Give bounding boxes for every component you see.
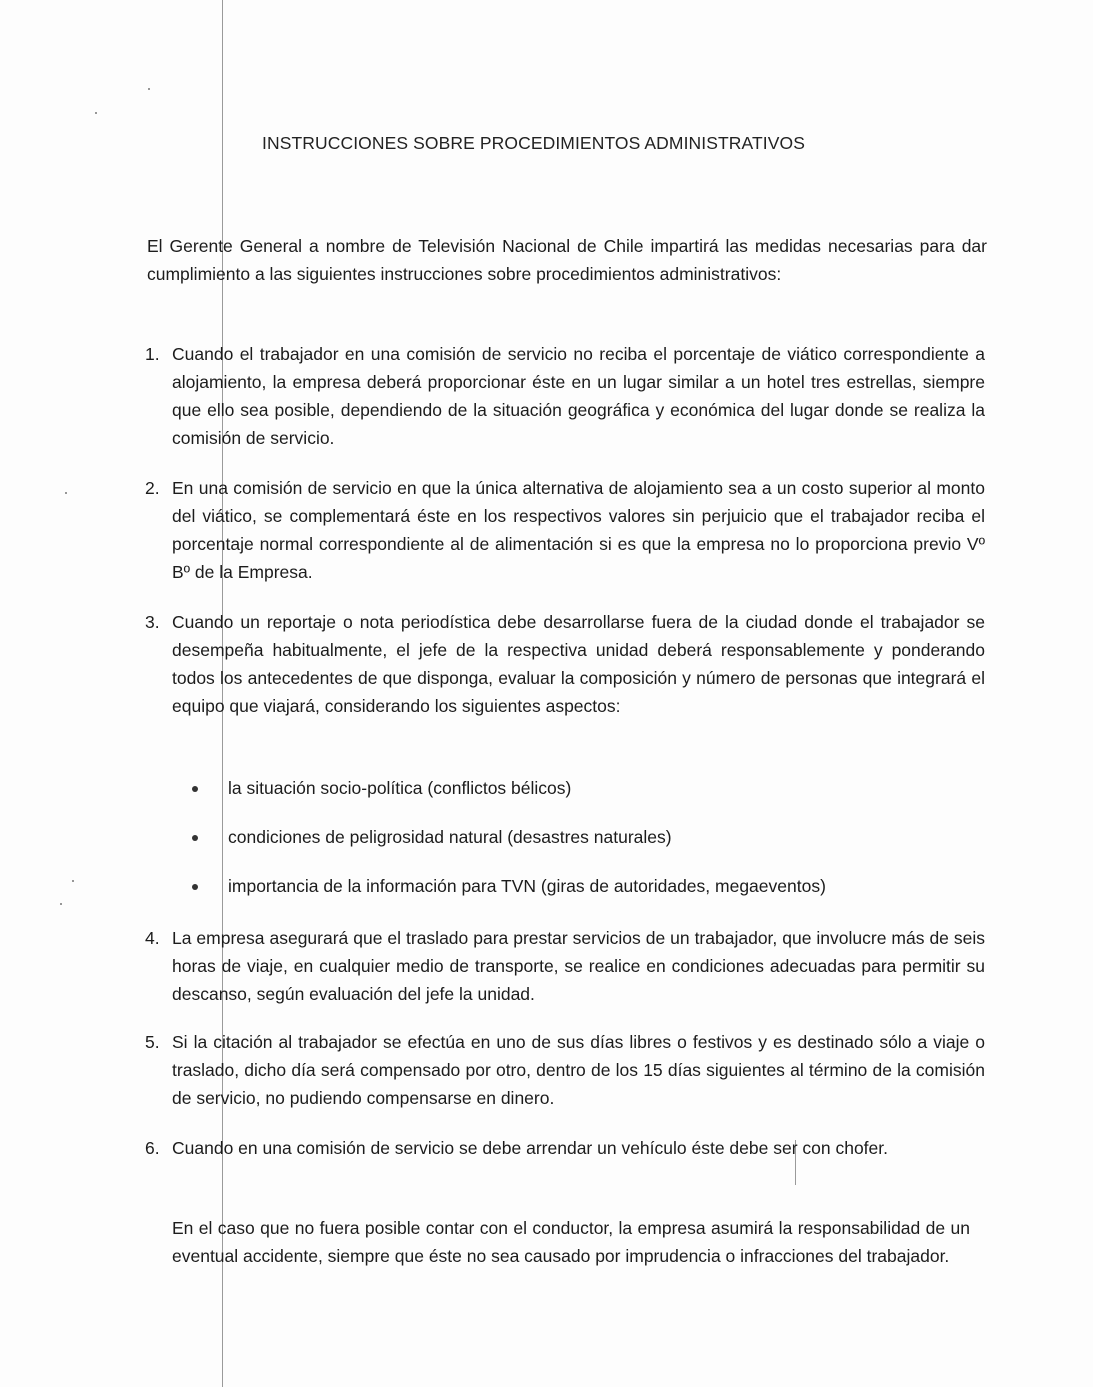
list-item-2 [145,474,985,586]
bullet-text: la situación socio-política (conflictos bélicos) [228,778,572,798]
document-title: INSTRUCCIONES SOBRE PROCEDIMIENTOS ADMINISTRATIVOS [262,133,806,153]
list-item-number: 6. [145,1138,160,1158]
list-item-text: La empresa asegurará que el traslado para prestar servicios de un trabajador, que involucre más de seis horas de viaje, en cualquier medio de transporte, se realice en condiciones adecuadas para permitir su descanso, según evaluación del jefe la unidad. [172,928,985,1004]
list-item-6 [145,1134,985,1162]
list-item-3 [145,608,985,720]
scan-speck [148,88,150,90]
bullet-item [192,774,972,802]
bullet-icon [192,884,198,890]
list-item-number: 1. [145,344,160,364]
list-item-text: Cuando un reportaje o nota periodística debe desarrollarse fuera de la ciudad donde el trabajador se desempeña habitualmente, el jefe de la respectiva unidad deberá responsablemente y ponderando todos los antecedentes de que disponga, evaluar la composición y número de personas que integrará el equipo que viajará, considerando los siguientes aspectos: [172,612,985,716]
list-item-4 [145,924,985,1008]
bullet-item [192,823,972,851]
bullet-icon [192,835,198,841]
list-item-number: 2. [145,478,160,498]
scan-speck [65,492,67,494]
bullet-text: importancia de la información para TVN (giras de autoridades, megaeventos) [228,876,826,896]
list-item-text: Cuando el trabajador en una comisión de servicio no reciba el porcentaje de viático correspondiente a alojamiento, la empresa deberá proporcionar éste en un lugar similar a un hotel tres estrellas, siempre que ello sea posible, dependiendo de la situación geográfica y económica del lugar donde se realiza la comisión de servicio. [172,344,985,448]
bullet-icon [192,786,198,792]
list-item-text: Cuando en una comisión de servicio se debe arrendar un vehículo éste debe ser con chofer. [172,1138,889,1158]
list-item-text: En una comisión de servicio en que la única alternativa de alojamiento sea a un costo superior al monto del viático, se complementará éste en los respectivos valores sin perjuicio que el trabajador reciba el porcentaje normal correspondiente al de alimentación si es que la empresa no lo proporciona previo Vº Bº de la Empresa. [172,478,985,582]
list-item-5 [145,1028,985,1112]
bullet-text: condiciones de peligrosidad natural (desastres naturales) [228,827,672,847]
list-item-text: Si la citación al trabajador se efectúa en uno de sus días libres o festivos y es destinado sólo a viaje o traslado, dicho día será compensado por otro, dentro de los 15 días siguientes al término de la comisión de servicio, no pudiendo compensarse en dinero. [172,1032,985,1108]
list-item-1 [145,340,985,452]
list-item-number: 4. [145,928,160,948]
scan-speck [60,903,62,905]
intro-paragraph: El Gerente General a nombre de Televisión Nacional de Chile impartirá las medidas necesarias para dar cumplimiento a las siguientes instrucciones sobre procedimientos administrativos: [147,236,987,284]
list-item-number: 5. [145,1032,160,1052]
item-6-followup-paragraph: En el caso que no fuera posible contar con el conductor, la empresa asumirá la responsabilidad de un eventual accidente, siempre que éste no sea causado por imprudencia o infracciones del trabajador. [172,1218,970,1266]
scan-speck [72,880,74,882]
scan-speck [95,112,97,114]
bullet-item [192,872,972,900]
list-item-number: 3. [145,612,160,632]
